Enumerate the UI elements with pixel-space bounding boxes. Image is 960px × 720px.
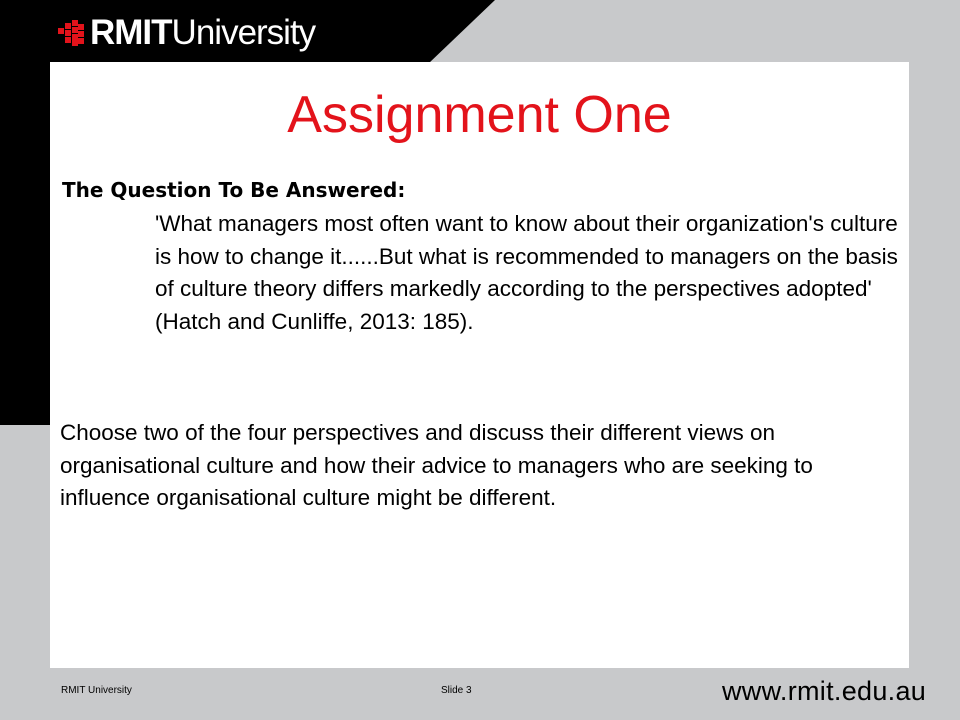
slide-title: Assignment One <box>287 86 672 144</box>
assignment-instruction: Choose two of the four perspectives and discuss their different views on organisational culture and how their advice to managers who are seeking to influence organisational culture might be different. <box>60 420 813 510</box>
logo-bold-text: RMIT <box>90 13 172 52</box>
rmit-wordmark <box>90 10 315 56</box>
question-heading: The Question To Be Answered: <box>62 178 406 202</box>
footer-website-url: www.rmit.edu.au <box>722 676 927 706</box>
rmit-pixel-mark-icon <box>58 20 84 46</box>
question-quote: 'What managers most often want to know about their organization's culture is how to change it......But what is recommended to managers on the basis of culture theory differs markedly according to the perspectives adopted' (Hatch and Cunliffe, 2013: 185). <box>155 211 898 334</box>
logo-regular-text: University <box>171 13 316 52</box>
slide-content-panel <box>50 62 909 668</box>
footer-institution: RMIT University <box>61 685 132 696</box>
rmit-logo <box>58 10 315 56</box>
footer-slide-number: Slide 3 <box>441 685 472 696</box>
